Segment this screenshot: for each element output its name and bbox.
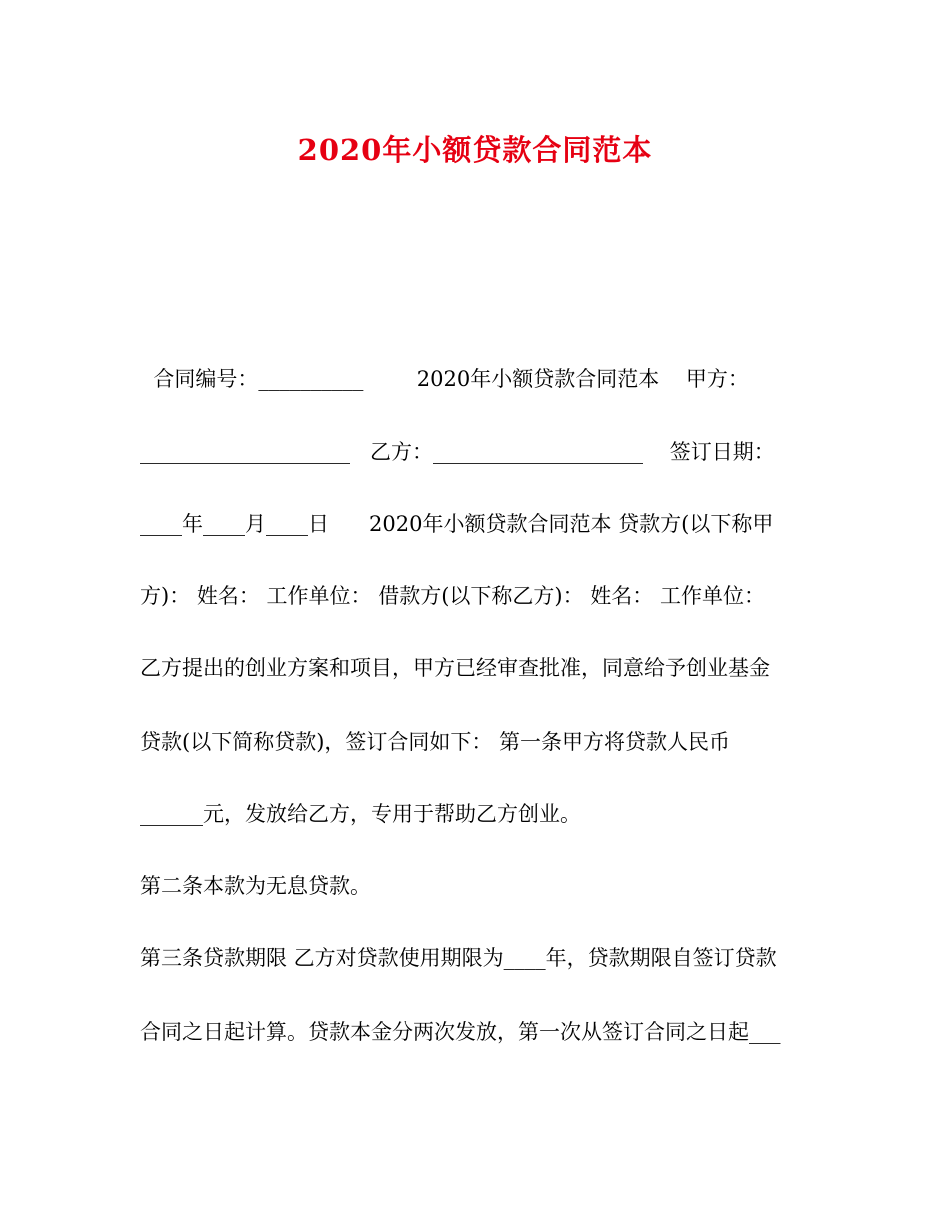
body-line-2: ____________________ 乙方：____________________ 签订日期： xyxy=(140,440,775,464)
body-line-9: 第三条贷款期限 乙方对贷款使用期限为____年，贷款期限自签订贷款 xyxy=(140,946,777,970)
body-line-6: 贷款(以下简称贷款)，签订合同如下： 第一条甲方将贷款人民币 xyxy=(140,730,731,754)
document-title: 2020年小额贷款合同范本 xyxy=(297,133,653,167)
body-line-1: 合同编号：__________ 2020年小额贷款合同范本 甲方： xyxy=(140,367,749,391)
body-line-7: ______元，发放给乙方，专用于帮助乙方创业。 xyxy=(140,802,581,826)
body-line-5: 乙方提出的创业方案和项目，甲方已经审查批准，同意给予创业基金 xyxy=(140,656,770,680)
body-line-10: 合同之日起计算。贷款本金分两次发放，第一次从签订合同之日起___ xyxy=(140,1020,781,1044)
body-line-8: 第二条本款为无息贷款。 xyxy=(140,874,371,898)
body-line-3: ____年____月____日 2020年小额贷款合同范本 贷款方(以下称甲 xyxy=(140,512,774,536)
body-line-4: 方)： 姓名： 工作单位： 借款方(以下称乙方)： 姓名： 工作单位： xyxy=(140,584,765,608)
